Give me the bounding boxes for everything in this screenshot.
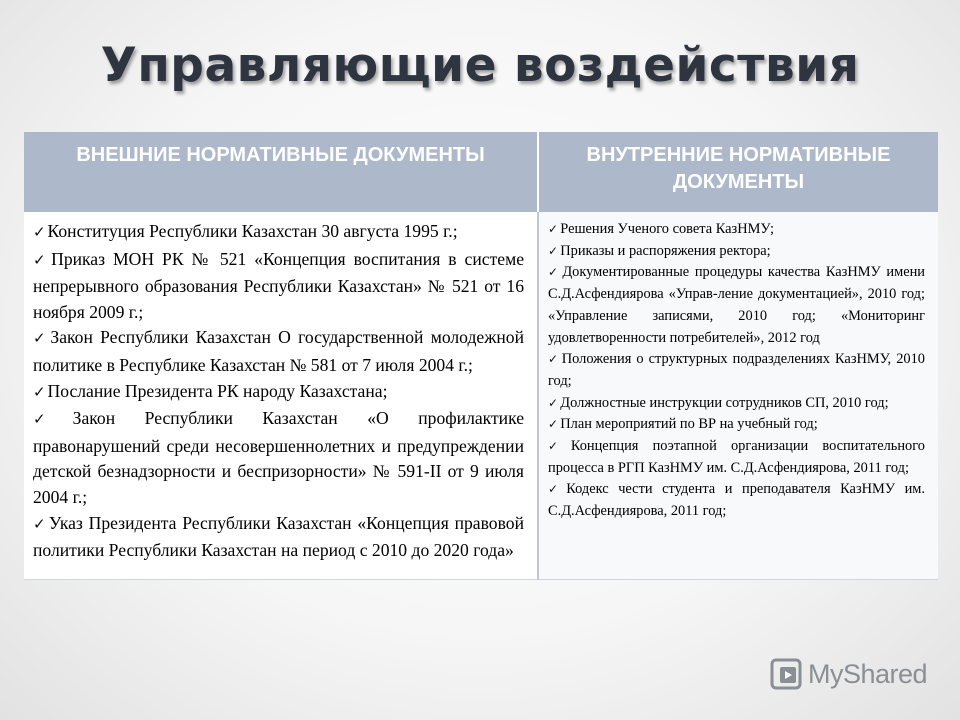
- myshared-logo-icon: [768, 656, 804, 692]
- list-item-text: Документированные процедуры качества КазНМУ имени С.Д.Асфендиярова «Управ-ление документацией», 2010 год; «Управление записями, 2010 год; «Мониторинг удовлетворенности потребителей», 2012 год: [548, 264, 925, 346]
- documents-table: [24, 132, 938, 580]
- list-item-text: Положения о структурных подразделениях КазНМУ, 2010 год;: [548, 351, 925, 389]
- list-item-text: Концепция поэтапной организации воспитательного процесса в РГП КазНМУ им. С.Д.Асфендиярова, 2011 год;: [548, 438, 925, 476]
- list-item: [548, 219, 925, 241]
- internal-docs-cell: [538, 212, 938, 579]
- list-item: [33, 511, 524, 564]
- checkmark-icon: ✓: [548, 439, 569, 454]
- table-header-row: [24, 132, 938, 212]
- checkmark-icon: ✓: [33, 412, 71, 429]
- list-item-text: Конституция Республики Казахстан 30 августа 1995 г.;: [47, 221, 458, 241]
- external-docs-header: ВНЕШНИЕ НОРМАТИВНЫЕ ДОКУМЕНТЫ: [24, 132, 538, 212]
- checkmark-icon: ✓: [548, 352, 560, 367]
- checkmark-icon: ✓: [548, 395, 559, 410]
- checkmark-icon: ✓: [33, 225, 46, 241]
- list-item: [548, 414, 925, 436]
- list-item: [548, 436, 925, 479]
- list-item-text: Должностные инструкции сотрудников СП, 2010 год;: [560, 394, 889, 411]
- list-item: [548, 349, 925, 392]
- checkmark-icon: ✓: [548, 482, 565, 497]
- watermark-logo: [768, 654, 927, 694]
- list-item-text: Приказ МОН РК № 521 «Концепция воспитания в системе непрерывного образования Республики Казахстан» № 521 от 16 ноября 2009 г.;: [33, 248, 525, 322]
- checkmark-icon: ✓: [33, 384, 46, 401]
- list-item: [548, 241, 925, 263]
- list-item: [548, 262, 925, 349]
- list-item-text: Кодекс чести студента и преподавателя КазНМУ им. С.Д.Асфендиярова, 2011 год;: [548, 481, 925, 520]
- checkmark-icon: ✓: [33, 331, 49, 348]
- internal-docs-list: [540, 213, 937, 537]
- external-docs-list: [25, 213, 536, 578]
- list-item-text: Приказы и распоряжения ректора;: [560, 242, 771, 259]
- list-item: [33, 379, 524, 407]
- list-item-text: Послание Президента РК народу Казахстана;: [47, 380, 388, 401]
- checkmark-icon: ✓: [548, 265, 561, 280]
- checkmark-icon: ✓: [548, 417, 559, 432]
- checkmark-icon: ✓: [33, 252, 50, 269]
- external-docs-cell: [24, 212, 538, 579]
- list-item: [33, 325, 524, 378]
- internal-docs-header: ВНУТРЕННИЕ НОРМАТИВНЫЕ ДОКУМЕНТЫ: [538, 132, 938, 212]
- table-body-row: [24, 212, 938, 579]
- list-item-text: Указ Президента Республики Казахстан «Концепция правовой политики Республики Казахстан на период с 2010 до 2020 года»: [33, 512, 524, 561]
- list-item: [33, 219, 524, 247]
- list-item-text: План мероприятий по ВР на учебный год;: [560, 416, 818, 433]
- list-item-text: Решения Ученого совета КазНМУ;: [560, 221, 775, 237]
- page-title: Управляющие воздействия: [100, 38, 860, 93]
- list-item-text: Закон Республики Казахстан О государственной молодежной политике в Республике Казахстан № 581 от 7 июля 2004 г.;: [33, 327, 525, 375]
- list-item: [548, 393, 925, 415]
- checkmark-icon: ✓: [548, 222, 559, 236]
- list-item: [33, 247, 524, 326]
- list-item: [33, 406, 524, 510]
- list-item: [548, 479, 925, 522]
- checkmark-icon: ✓: [548, 243, 559, 258]
- checkmark-icon: ✓: [33, 516, 47, 533]
- watermark-text: MyShared: [808, 658, 928, 689]
- list-item-text: Закон Республики Казахстан «О профилактике правонарушений среди несовершеннолетних и предупреждении детской безнадзорности и беспризорности» № 591-II от 9 июля 2004 г.;: [33, 408, 525, 507]
